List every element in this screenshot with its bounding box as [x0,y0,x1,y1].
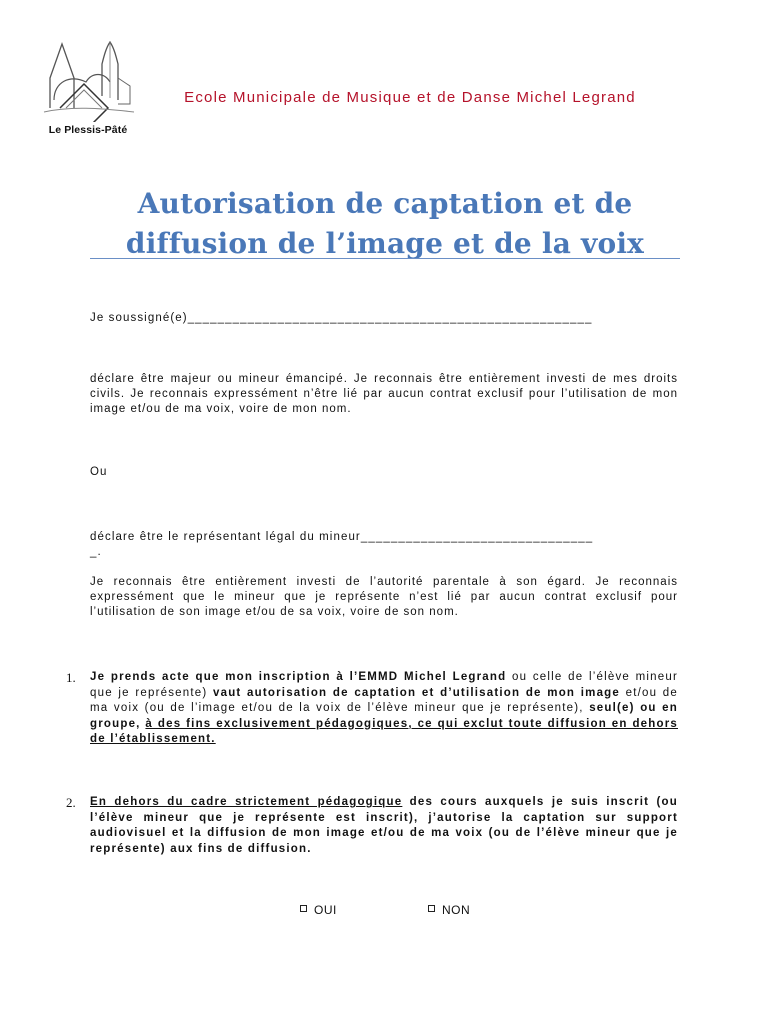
logo-caption: Le Plessis-Pâté [48,124,128,136]
guardian-line [90,530,678,560]
clause-1-text-2: et/ou de ma voix (ou de l’image et/ou de la voix de l’élève mineur que je représente), [90,686,678,714]
clause-1-group: seul(e) ou en groupe, [90,702,678,730]
clause-number: 1. [66,670,76,685]
title-underline [90,258,680,259]
town-crest-icon [40,38,136,122]
oui-label: OUI [314,903,337,917]
school-name: Ecole Municipale de Musique et de Danse Michel Legrand [184,89,636,106]
clause-2-lead: En dehors du cadre strictement pédagogique [90,796,403,808]
major-declaration: déclare être majeur ou mineur émancipé. Je reconnais être entièrement investi de mes droits civils. Je reconnais expressément n’être lié par aucun contrat exclusif pour l’utilisation de mon image et/ou de ma voix, voire de mon nom. [90,373,678,415]
oui-option[interactable] [300,903,337,917]
clause-1-bold: vaut autorisation de captation et d’utilisation de mon image [213,686,620,699]
guardian-label: déclare être le représentant légal du mineur [90,531,361,543]
clause-number: 2. [66,795,76,810]
guardian-declaration: Je reconnais être entièrement investi de l’autorité parentale à son égard. Je reconnais expressément que le mineur que je représente n’est lié par aucun contrat exclusif pour l’utilisation de son image et/ou de sa voix, voire de son nom. [90,576,678,618]
oui-checkbox[interactable] [300,905,307,912]
clause-2 [66,795,678,857]
declarant-line [90,311,678,326]
clause-1 [66,670,678,748]
or-separator: Ou [90,466,108,478]
clause-2-text: des cours auxquels je suis inscrit (ou l’élève mineur que je représente est inscrit), j’autorise la captation sur support audiovisuel et la diffusion de mon image et/ou de ma voix (ou de l’élève mineur que je représente) aux fins de diffusion. [90,796,678,855]
clause-1-restriction: à des fins exclusivement pédagogiques, ce qui exclut toute diffusion en dehors de l’établissement. [90,717,678,745]
guardian-blank-end: _. [90,546,102,558]
document-title: Autorisation de captation et de diffusion de l’image et de la voix [125,187,645,260]
non-label: NON [442,903,471,917]
guardian-blank: _______________________________ [360,531,594,543]
declarant-blank: ______________________________________________________ [187,312,593,324]
clause-1-lead: Je prends acte que mon inscription à l’EMMD Michel Legrand [90,671,507,683]
town-logo [38,38,138,138]
declarant-label: Je soussigné(e) [90,312,188,324]
non-checkbox[interactable] [428,905,435,912]
clause-1-text: ou celle de l’élève mineur que je représente) [90,671,678,699]
non-option[interactable] [428,903,470,917]
